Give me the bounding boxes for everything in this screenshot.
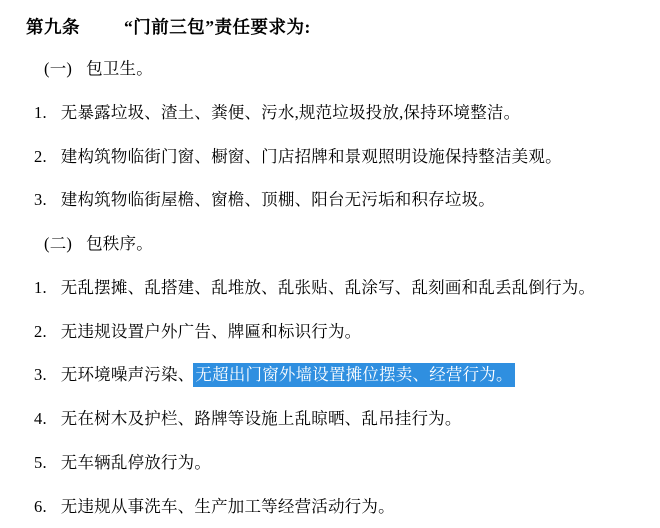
item-text-before: 无环境噪声污染、 — [60, 365, 195, 385]
item-marker: 3. — [34, 190, 47, 210]
page-bottom-edge — [0, 522, 660, 528]
item-marker: 3. — [34, 365, 47, 385]
list-item — [26, 101, 634, 126]
item-marker: 2. — [34, 321, 47, 341]
page-title — [26, 14, 634, 39]
list-item-highlighted — [26, 363, 634, 388]
list-item — [26, 495, 634, 520]
item-marker: 1. — [34, 102, 47, 122]
item-text: 建构筑物临街屋檐、窗檐、顶棚、阳台无污垢和积存垃圾。 — [60, 190, 495, 210]
section-text: 包卫生。 — [86, 59, 153, 78]
section-marker: (二) — [44, 234, 73, 253]
item-text: 无车辆乱停放行为。 — [60, 452, 212, 472]
item-text: 无暴露垃圾、渣土、粪便、污水,规范垃圾投放,保持环境整洁。 — [60, 102, 521, 122]
item-marker: 2. — [34, 146, 47, 166]
section-heading — [26, 232, 634, 257]
section-text: 包秩序。 — [86, 234, 153, 253]
article-number: 第九条 — [26, 17, 80, 37]
list-item — [26, 320, 634, 345]
item-marker: 1. — [34, 277, 47, 297]
list-item — [26, 407, 634, 432]
text-selection-highlight[interactable]: 无超出门窗外墙设置摊位摆卖、经营行为。 — [195, 365, 513, 385]
section-marker: (一) — [44, 59, 73, 78]
list-item — [26, 451, 634, 476]
list-item — [26, 145, 634, 170]
list-item — [26, 188, 634, 213]
item-text: 无乱摆摊、乱搭建、乱堆放、乱张贴、乱涂写、乱刻画和乱丢乱倒行为。 — [60, 277, 596, 297]
item-marker: 6. — [34, 496, 47, 516]
item-text: 无违规从事洗车、生产加工等经营活动行为。 — [60, 496, 395, 516]
item-text: 无在树木及护栏、路牌等设施上乱晾晒、乱吊挂行为。 — [60, 409, 462, 428]
item-text: 建构筑物临街门窗、橱窗、门店招牌和景观照明设施保持整洁美观。 — [60, 146, 562, 166]
list-item — [26, 276, 634, 301]
article-title-text: “门前三包”责任要求为: — [124, 17, 311, 37]
item-text: 无违规设置户外广告、牌匾和标识行为。 — [60, 321, 362, 341]
section-heading — [26, 57, 634, 82]
item-marker: 4. — [34, 409, 47, 428]
item-marker: 5. — [34, 452, 47, 472]
